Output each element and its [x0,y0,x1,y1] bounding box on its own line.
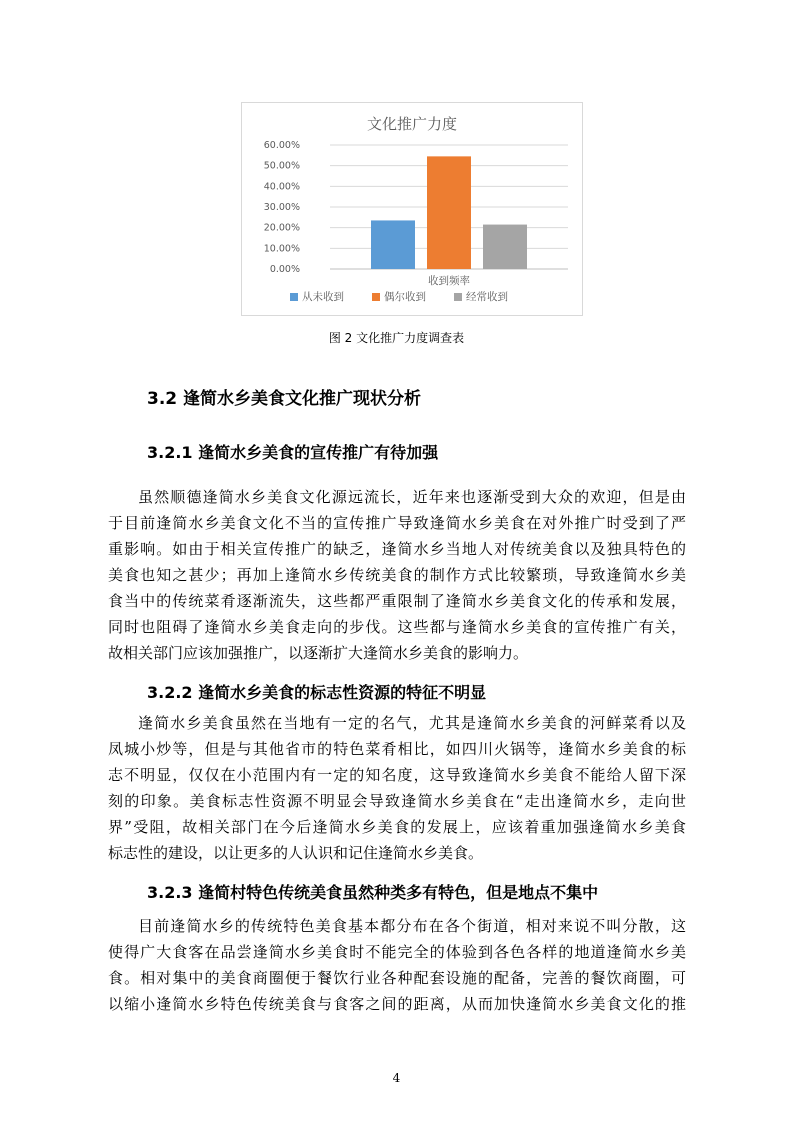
y-tick-label: 40.00% [263,181,300,193]
y-tick-label: 10.00% [263,243,300,255]
text-line: 凤城小炒等，但是与其他省市的特色菜肴相比，如四川火锅等，逢简水乡美食的标 [108,740,686,758]
figure-caption: 图 2 文化推广力度调查表 [328,331,465,345]
bar-3 [483,225,527,269]
text-line: 目前逢简水乡的传统特色美食基本都分布在各个街道，相对来说不叫分散，这 [138,917,686,935]
section-heading-3-2-3: 3.2.3 逢简村特色传统美食虽然种类多有特色，但是地点不集中 [147,883,599,902]
legend-label-2: 偶尔收到 [384,291,426,303]
text-line: 界”受阻，故相关部门在今后逢简水乡美食的发展上，应该着重加强逢简水乡美食 [108,818,686,836]
y-tick-label: 20.00% [263,222,300,234]
bar-chart [241,102,583,316]
legend-label-3: 经常收到 [466,291,508,303]
text-line: 重影响。如由于相关宣传推广的缺乏，逢简水乡当地人对传统美食以及独具特色的 [108,540,686,558]
text-line: 标志性的建设，以让更多的人认识和记住逢简水乡美食。 [108,844,484,862]
page-number: 4 [392,1071,401,1085]
text-line: 食。相对集中的美食商圈便于餐饮行业各种配套设施的配备，完善的餐饮商圈，可 [108,969,686,987]
chart-title: 文化推广力度 [366,115,458,133]
text-line: 逢简水乡美食虽然在当地有一定的名气，尤其是逢简水乡美食的河鲜菜肴以及 [138,714,686,732]
text-line: 于目前逢简水乡美食文化不当的宣传推广导致逢简水乡美食在对外推广时受到了严 [108,514,686,532]
text-line: 刻的印象。美食标志性资源不明显会导致逢简水乡美食在“走出逢简水乡，走向世 [108,792,686,810]
text-line: 志不明显，仅仅在小范围内有一定的知名度，这导致逢简水乡美食不能给人留下深 [108,766,686,784]
paragraph-3-2-1 [108,484,686,666]
legend-swatch-1 [290,293,298,301]
chart-svg [242,103,582,315]
paragraph-3-2-2 [108,710,686,866]
bar-1 [371,220,415,269]
y-tick-label: 50.00% [263,160,300,172]
text-line: 虽然顺德逢简水乡美食文化源远流长，近年来也逐渐受到大众的欢迎，但是由 [138,488,686,506]
text-line: 以缩小逢简水乡特色传统美食与食客之间的距离，从而加快逢简水乡美食文化的推 [108,995,686,1013]
legend-swatch-2 [372,293,380,301]
text-line: 美食也知之甚少；再加上逢简水乡传统美食的制作方式比较繁琐，导致逢简水乡美 [108,566,686,584]
section-heading-3-2-1: 3.2.1 逢简水乡美食的宣传推广有待加强 [147,443,439,462]
section-heading-3-2-2: 3.2.2 逢简水乡美食的标志性资源的特征不明显 [147,683,487,702]
paragraph-3-2-3 [108,913,686,1017]
text-line: 同时也阻碍了逢简水乡美食走向的步伐。这些都与逢简水乡美食的宣传推广有关， [108,618,686,636]
legend-label-1: 从未收到 [302,291,344,303]
x-category-label: 收到频率 [428,275,470,287]
y-tick-label: 60.00% [263,140,300,151]
legend-swatch-3 [454,293,462,301]
y-tick-label: 0.00% [269,264,300,275]
bar-2 [427,156,471,269]
text-line: 使得广大食客在品尝逢简水乡美食时不能完全的体验到各色各样的地道逢简水乡美 [108,943,686,961]
text-line: 食当中的传统菜肴逐渐流失，这些都严重限制了逢简水乡美食文化的传承和发展， [108,592,686,610]
y-tick-label: 30.00% [263,202,300,213]
text-line: 故相关部门应该加强推广，以逐渐扩大逢简水乡美食的影响力。 [108,644,529,662]
section-heading-3-2: 3.2 逢简水乡美食文化推广现状分析 [147,389,422,409]
